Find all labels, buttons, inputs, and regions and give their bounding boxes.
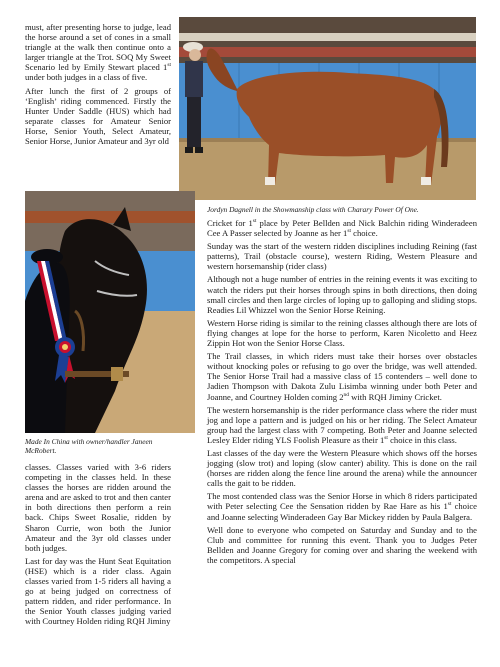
paragraph: Last for day was the Hunt Seat Equitation (HSE) which is a rider class. Again classes varied from 1-5 riders all having a go at being judged on correctness of pattern ridden, and rider performance. In the Senior Youth classes judging varied with Courtney Holden riding RQH Jiminy — [25, 555, 171, 627]
right-column — [207, 218, 477, 568]
showmanship-photo-image — [179, 17, 476, 200]
made-in-china-photo-caption: Made In China with owner/handler Janeen McRobert. — [25, 437, 153, 455]
paragraph: The most contended class was the Senior Horse in which 8 riders participated with Peter selecting Cee the Sensation ridden by Rae Hare as his 1st choice and Joanne selecting Winderadeen Gay Bar Mickey ridden by Paula Balgera. — [207, 491, 477, 522]
left-column-top — [25, 22, 171, 149]
paragraph: must, after presenting horse to judge, lead the horse around a set of cones in a small triangle at the walk then continue onto a larger triangle at the Trot. SOQ My Sweet Scenario led by Emily Stewart placed 1st under both judges in a class of five. — [25, 22, 171, 83]
paragraph: Last classes of the day were the Western Pleasure which shows off the horses jogging (slow trot) and loping (slow canter) ability. This is done on the rail (horses are ridden along the fence line around the arena) while the announcer calls the gait to be ridden. — [207, 447, 477, 489]
paragraph: Well done to everyone who competed on Saturday and Sunday and to the Club and committee for running this event. Thank you to Judges Peter Bellden and Joanne Gregory for coming over and sharing the weekend with the competitors. A special — [207, 524, 477, 565]
paragraph: The Trail classes, in which riders must take their horses over obstacles without knocking poles or refusing to go over the bridge, was well attended. The Senior Horse Trail had a massive class of 15 contenders – well done to Jadien Thompson with Dakota Zulu Lisimba winning under both Peter and Joanne, and Courtney Holden coming 2nd with RQH Jiminy Cricket. — [207, 351, 477, 402]
paragraph: Although not a huge number of entries in the reining events it was exciting to watch the riders put their horses through spins in both directions, then doing small circles and then large circles of loping up to galloping and sliding stops. Readies Lil Whizzel won the Senior Horse Reining. — [207, 274, 477, 315]
made-in-china-photo — [25, 191, 195, 433]
left-column-bottom — [25, 462, 171, 630]
paragraph: Cricket for 1st place by Peter Bellden and Nick Balchin riding Winderadeen Cee A Passer selected by Joanne as her 1st choice. — [207, 218, 477, 239]
paragraph: Sunday was the start of the western ridden disciplines including Reining (fast patterns), Trail (obstacle course), western Riding, Western Pleasure and western horsemanship (rider class) — [207, 241, 477, 272]
made-in-china-photo-image — [25, 191, 195, 433]
showmanship-photo — [179, 17, 476, 200]
paragraph: classes. Classes varied with 3-6 riders competing in the classes held. In these classes the horses are ridden around the arena and are asked to trot and then canter in both directions then perform a rein back. Chips Sweet Rosalie, ridden by Sharon Currie, won both the Junior Amateur and the 3yr old classes under both judges. — [25, 462, 171, 553]
paragraph: The western horsemanship is the rider performance class where the rider must jog and lope a pattern and is judged on his or her riding. The Select Amateur group had the largest class with 7 competing. Both Peter and Joanne selected Lesley Elder riding YLS Foolish Pleasure as their 1st choice in this class. — [207, 404, 477, 445]
paragraph: Western Horse riding is similar to the reining classes although there are lots of flying changes at lope for the horse to perform, Karen Nicoletto and Heez Zippin Hot won the Senior Horse Class. — [207, 317, 477, 349]
paragraph: After lunch the first of 2 groups of ‘English’ riding commenced. Firstly the Hunter Under Saddle (HUS) which had separate classes for Amateur Senior Horse, Senior Youth, Select Amateur, Senior Horse, Junior Amateur and 3yr old — [25, 85, 171, 147]
showmanship-photo-caption: Jordyn Dagnell in the Showmanship class with Charary Power Of One. — [207, 205, 419, 214]
